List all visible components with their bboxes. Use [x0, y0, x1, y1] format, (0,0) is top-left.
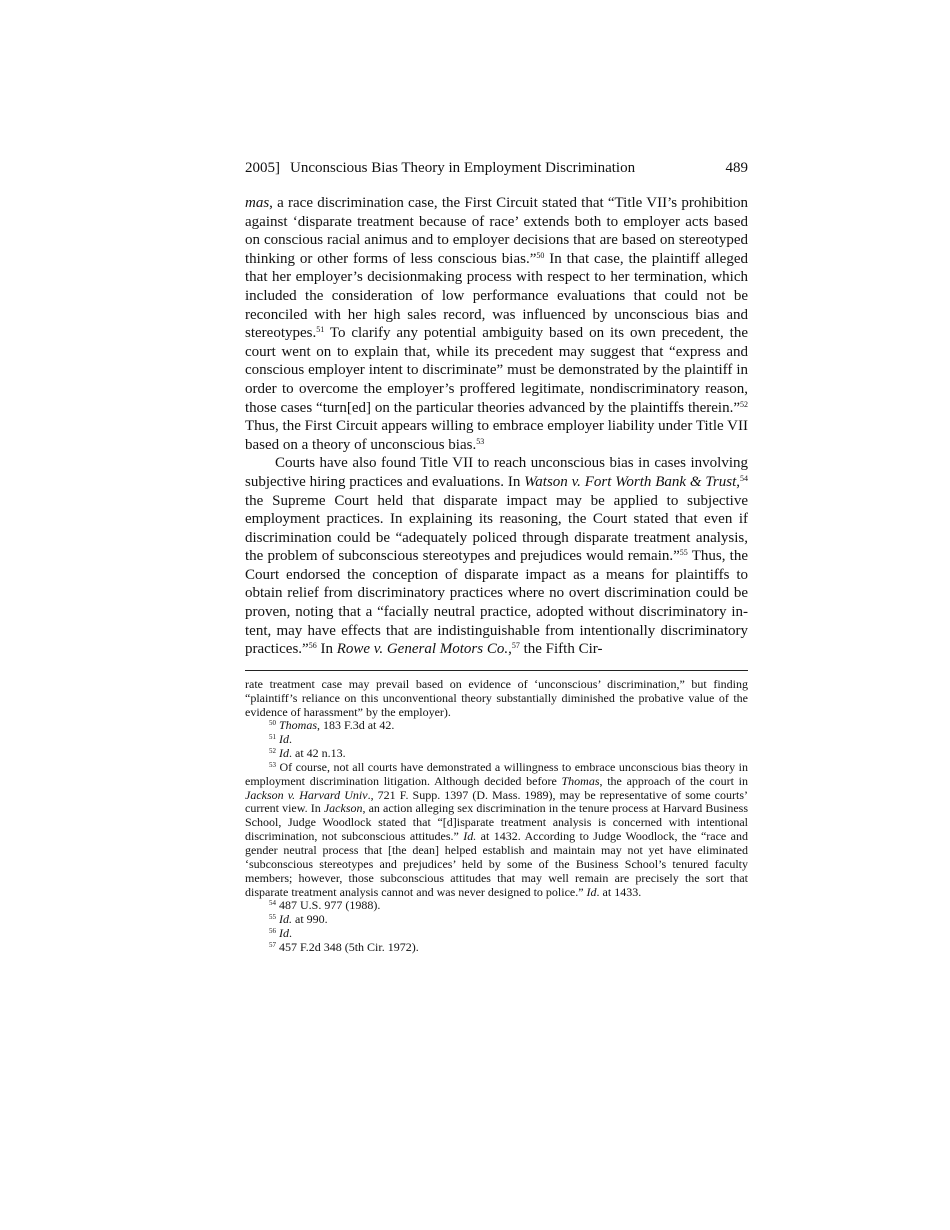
- footnote-marker: 51: [316, 325, 325, 335]
- page-number: 489: [725, 160, 748, 176]
- italic-text: Thomas: [279, 718, 318, 733]
- body-paragraph-1: [245, 194, 748, 454]
- italic-text: Id: [279, 926, 289, 941]
- italic-text: Id: [279, 732, 289, 747]
- footnote-marker: 56: [308, 641, 317, 651]
- italic-text: Id: [279, 746, 289, 761]
- footnote-50: [245, 719, 748, 733]
- text-run: .: [289, 732, 292, 747]
- footnote-marker: 53: [476, 436, 485, 446]
- italic-text: Id: [586, 884, 597, 899]
- italic-text: mas: [245, 195, 270, 211]
- footnote-57: [245, 941, 748, 955]
- footnote-54: [245, 899, 748, 913]
- text-run: , an action alleging sex discrimination in the tenure process at Harvard Business School, Judge Woodlock stated that “[d]isparate treatment analysis is concerned with intentional discrimination, not subconscious attitudes.”: [245, 801, 748, 844]
- footnote-marker: 50: [536, 250, 545, 260]
- text-run: Thus, the Court endorsed the conception of disparate impact as a means for plaintiffs to obtain relief from discriminatory practices where no overt discrimination could be proven, noting that a “facially neutral practice, adopted without discriminatory intent, may have effects that are indistinguishable from intentionally discriminatory practices.”: [245, 548, 748, 658]
- text-run: at 990.: [292, 912, 328, 927]
- text-run: , a race discrimination case, the First Circuit stated that “Title VII’s prohibition against ‘disparate treatment because of race’ extends both to employer acts based on conscious racial animus and to employer decisions that are based on stereotyped thinking or other forms of less conscious bias.”: [245, 195, 748, 267]
- footnote-52: [245, 747, 748, 761]
- footnote-marker: 50: [269, 719, 276, 728]
- footnotes: [245, 678, 748, 955]
- italic-text: Id.: [279, 912, 292, 927]
- text-run: 487 U.S. 977 (1988).: [276, 898, 381, 913]
- footnote-55: [245, 913, 748, 927]
- footnote-marker: 53: [269, 760, 276, 769]
- text-run: .: [289, 926, 292, 941]
- italic-text: Rowe v. General Motors Co.: [336, 641, 509, 658]
- italic-text: Thomas: [561, 773, 600, 788]
- footnote-marker: 52: [269, 747, 276, 756]
- running-head-left: [245, 158, 635, 178]
- text-run: Thus, the First Circuit appears willing to embrace employer liability under Title VII based on a theory of unconscious bias.: [245, 418, 748, 453]
- text-run: ,: [736, 473, 740, 490]
- text-run: ,: [508, 641, 512, 658]
- footnote-53: [245, 761, 748, 899]
- body-paragraph-2: [245, 454, 748, 659]
- header-year: 2005]: [245, 160, 280, 176]
- text-run: . at 1433.: [596, 884, 642, 899]
- footnote-marker: 57: [269, 940, 276, 949]
- footnote-51: [245, 733, 748, 747]
- footnote-rule: [245, 670, 748, 671]
- text-run: Courts have also found Title VII to reach unconscious bias in cases involving subjective hiring practices and evaluations. In: [245, 455, 748, 490]
- footnote-marker: 52: [740, 399, 748, 409]
- italic-text: Jackson: [323, 801, 363, 816]
- footnote-marker: 55: [269, 913, 276, 922]
- footnote-marker: 57: [511, 641, 520, 651]
- text-run: In: [316, 641, 337, 658]
- page: [245, 158, 748, 955]
- header-title: Unconscious Bias Theory in Employment Discrimination: [290, 160, 636, 176]
- text-run: the Supreme Court held that disparate impact may be applied to subjective employment practices. In explaining its reasoning, the Court stated that even if discrimination could be “adequately policed through disparate treatment analysis, the problem of subconscious stereotypes and prejudices would remain.”: [245, 492, 748, 565]
- body-text: [245, 194, 748, 659]
- footnote-marker: 54: [739, 473, 748, 483]
- footnote-marker: 54: [269, 899, 276, 908]
- text-run: To clarify any potential ambiguity based on its own precedent, the court went on to explain that, while its precedent may suggest that “express and conscious employer intent to discriminate” must be demonstrated by the plaintiff in order to overcome the employer’s proffered legitimate, nondiscriminatory reason, those cases “turn[ed] on the particular theories advanced by the plaintiffs therein.”: [245, 325, 748, 416]
- text-run: the Fifth Cir-: [519, 641, 603, 658]
- footnote-continued: [245, 678, 748, 720]
- footnote-marker: 51: [269, 733, 276, 742]
- text-run: 457 F.2d 348 (5th Cir. 1972).: [276, 939, 419, 954]
- text-run: , the approach of the court in: [599, 773, 748, 788]
- text-run: ., 721 F. Supp. 1397 (D. Mass. 1989), may be representative of some courts’ current view. In: [245, 787, 749, 816]
- italic-text: Watson v. Fort Worth Bank & Trust: [524, 473, 737, 490]
- text-run: rate treatment case may prevail based on evidence of ‘unconscious’ discrimination,” but finding “plaintiff’s reliance on this unconventional theory substantially diminished the probative value of the evidence of harassment” by the employer).: [245, 676, 748, 719]
- text-run: . at 42 n.13.: [289, 746, 346, 761]
- italic-text: Id.: [463, 829, 477, 844]
- footnote-marker: 55: [679, 548, 688, 558]
- italic-text: Jackson v. Harvard Univ: [245, 787, 368, 802]
- text-run: Of course, not all courts have demonstrated a willingness to embrace unconscious bias theory in employment discrimination litigation. Although decided before: [245, 759, 748, 788]
- text-run: , 183 F.3d at 42.: [317, 718, 395, 733]
- text-run: at 1432. According to Judge Woodlock, the “race and gender neutral process that [the dean] helped establish and maintain may not yet have eliminated ‘subconscious stereotypes and prejudices’ held by some of the Business School’s tenured faculty members; however, those subconscious attitudes that may well remain are precisely the sort that disparate treatment analysis cannot and was never designed to police.”: [245, 829, 748, 899]
- footnote-marker: 56: [269, 927, 276, 936]
- footnote-56: [245, 927, 748, 941]
- text-run: In that case, the plaintiff alleged that her employer’s decisionmaking process with respect to her termination, which included the consideration of low performance evaluations that could not be reconciled with her high sales record, was influenced by unconscious bias and stereotypes.: [245, 250, 748, 342]
- running-head: [245, 158, 748, 178]
